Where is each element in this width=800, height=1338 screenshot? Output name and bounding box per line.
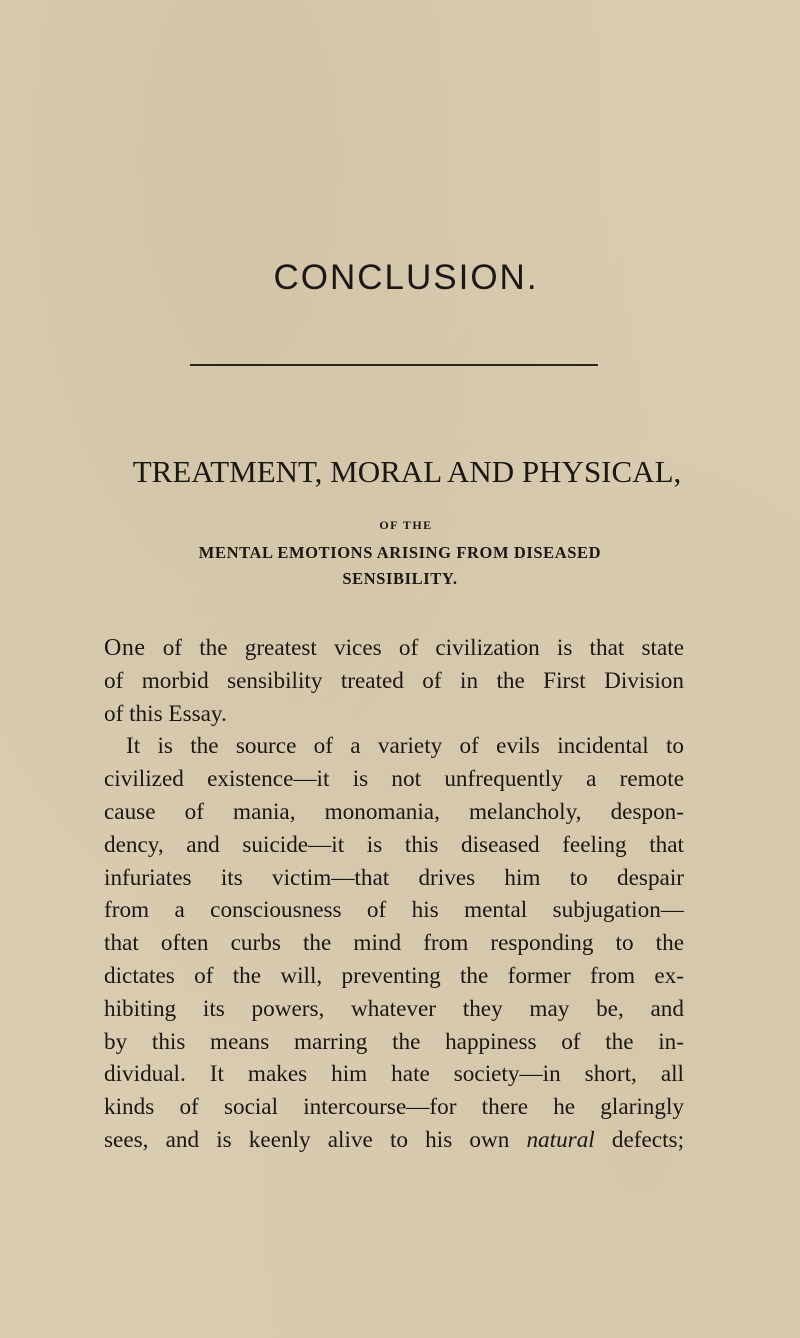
paragraph-2-line-9: hibiting its powers, whatever they may be, and (104, 995, 684, 1022)
paragraph-2-line-11: dividual. It makes him hate society—in short, all (104, 1061, 684, 1088)
paragraph-1-line-3: of this Essay. (104, 700, 227, 727)
body-text (104, 632, 684, 1157)
paragraph-2-line-2: civilized existence—it is not unfrequently a remote (104, 766, 684, 793)
paragraph-2-line-1: It is the source of a variety of evils incidental to (126, 733, 684, 760)
main-heading: TREATMENT, MORAL AND PHYSICAL, (132, 454, 682, 489)
paragraph-2-line-3: cause of mania, monomania, melancholy, despon- (104, 798, 684, 825)
paragraph-2-line-8: dictates of the will, preventing the former from ex- (104, 962, 684, 989)
paragraph-2-line-10: by this means marring the happiness of the in- (104, 1028, 684, 1055)
heading-connector: OF THE (379, 518, 433, 532)
paragraph-2-line-6: from a consciousness of his mental subjugation— (104, 897, 684, 924)
small-caps-first-word: One (104, 635, 146, 661)
paragraph-1-line-1: One of the greatest vices of civilization is that state (104, 635, 684, 661)
paragraph-2-line-4: dency, and suicide—it is this diseased feeling that (104, 831, 684, 858)
chapter-title: CONCLUSION. (273, 258, 539, 297)
paragraph-1-line-2: of morbid sensibility treated of in the First Division (104, 667, 684, 694)
title-divider-rule (190, 364, 598, 366)
subheading-line-1: MENTAL EMOTIONS ARISING FROM DISEASED (198, 543, 602, 562)
subheading-line-2: SENSIBILITY. (342, 569, 458, 588)
italic-emphasis: natural (526, 1126, 595, 1153)
paragraph-2-line-13: sees, and is keenly alive to his own natural defects; (104, 1126, 685, 1153)
paragraph-2-line-5: infuriates its victim—that drives him to despair (104, 864, 684, 891)
paragraph-2-line-12: kinds of social intercourse—for there he glaringly (104, 1094, 684, 1121)
paragraph-2-line-7: that often curbs the mind from responding to the (104, 930, 684, 957)
